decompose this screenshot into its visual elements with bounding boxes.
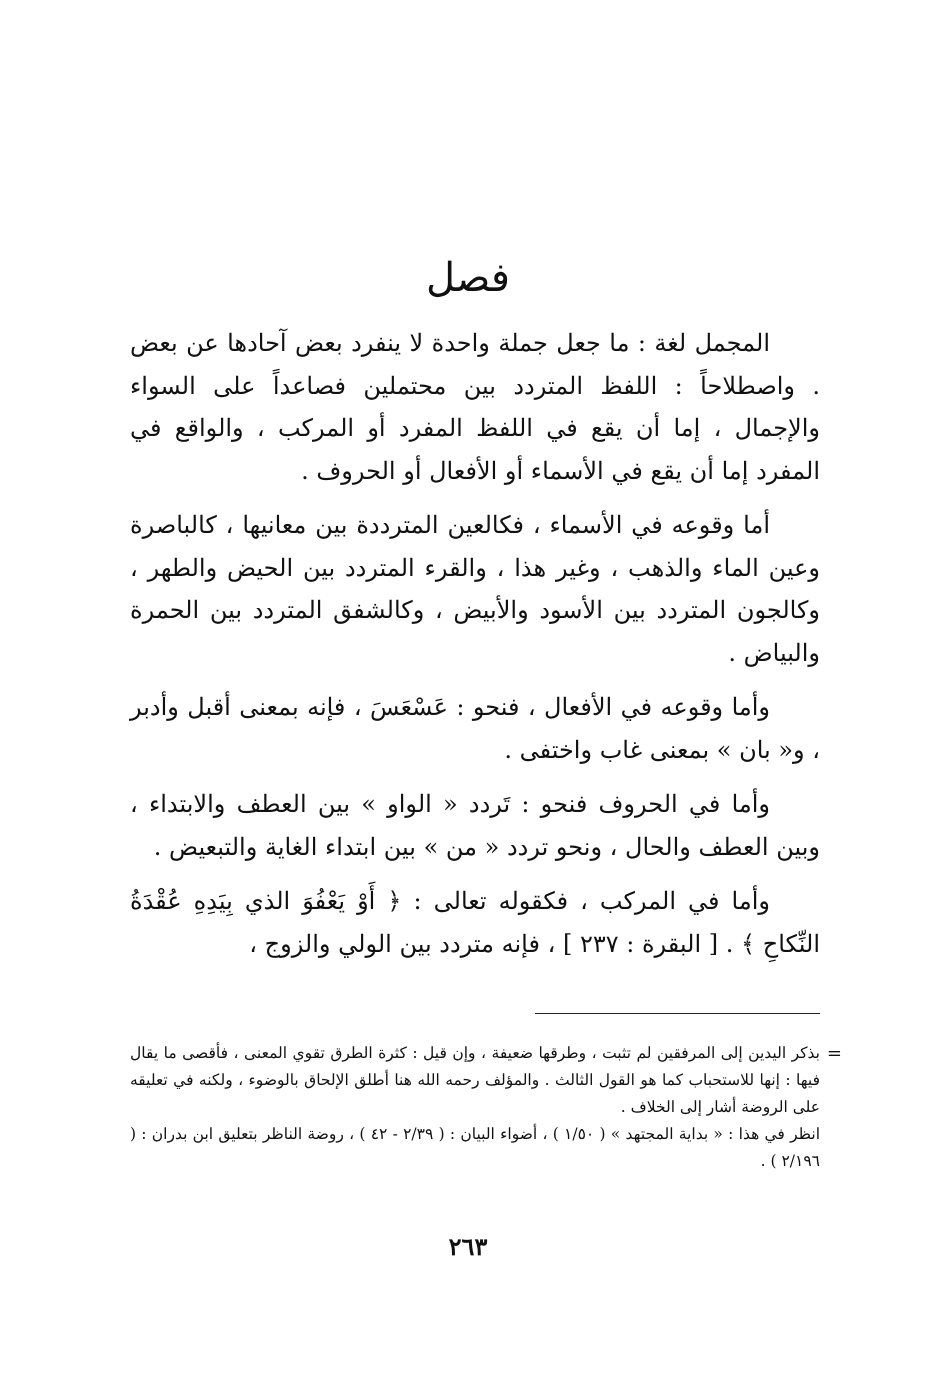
footnotes [130,1040,842,1175]
footnote-text: بذكر اليدين إلى المرفقين لم تثبت ، وطرقها ضعيفة ، وإن قيل : كثرة الطرق تقوي المعنى ، فأقصى ما يقال فيها : إنها للاستحباب كما هو القول الثالث . والمؤلف رحمه الله هنا أطلق الإلحاق بالوضوء ، ولكنه في تعليقه على الروضة أشار إلى الخلاف . [130,1044,820,1116]
footnote-continued [130,1040,842,1121]
main-text [130,322,820,965]
page-number: ٢٦٣ [448,1232,488,1261]
paragraph-compound: وأما في المركب ، فكقوله تعالى : ﴿ أَوْ يَعْفُوَ الذي بِيَدِهِ عُقْدَةُ النِّكاحِ ﴾ . [ البقرة : ٢٣٧ ] ، فإنه متردد بين الولي والزوج ، [130,887,820,958]
paragraph-particles: وأما في الحروف فنحو : تَردد « الواو » بين العطف والابتداء ، وبين العطف والحال ، ونحو تردد « من » بين ابتداء الغاية والتبعيض . [130,790,820,861]
footnote-references: انظر في هذا : « بداية المجتهد » ( ١/٥٠ ) ، أضواء البيان : ( ٢/٣٩ - ٤٢ ) ، روضة الناظر بتعليق ابن بدران : ( ٢/١٩٦ ) . [130,1125,820,1170]
paragraph-verbs: وأما وقوعه في الأفعال ، فنحو : عَسْعَسَ ، فإنه بمعنى أقبل وأدبر ، و« بان » بمعنى غاب واختفى . [130,693,820,764]
footnote-divider [535,1013,820,1014]
footnote-continuation-marker: = [826,1043,842,1064]
paragraph-definition: المجمل لغة : ما جعل جملة واحدة لا ينفرد بعض آحادها عن بعض . واصطلاحاً : اللفظ المتردد بين محتملين فصاعداً على السواء والإجمال ، إما أن يقع في اللفظ المفرد أو المركب ، والواقع في المفرد إما أن يقع في الأسماء أو الأفعال أو الحروف . [130,329,820,485]
section-heading: فصل [425,255,511,301]
paragraph-nouns: أما وقوعه في الأسماء ، فكالعين المترددة بين معانيها ، كالباصرة وعين الماء والذهب ، وغير هذا ، والقرء المتردد بين الحيض والطهر ، وكالجون المتردد بين الأسود والأبيض ، وكالشفق المتردد بين الحمرة والبياض . [130,511,820,667]
